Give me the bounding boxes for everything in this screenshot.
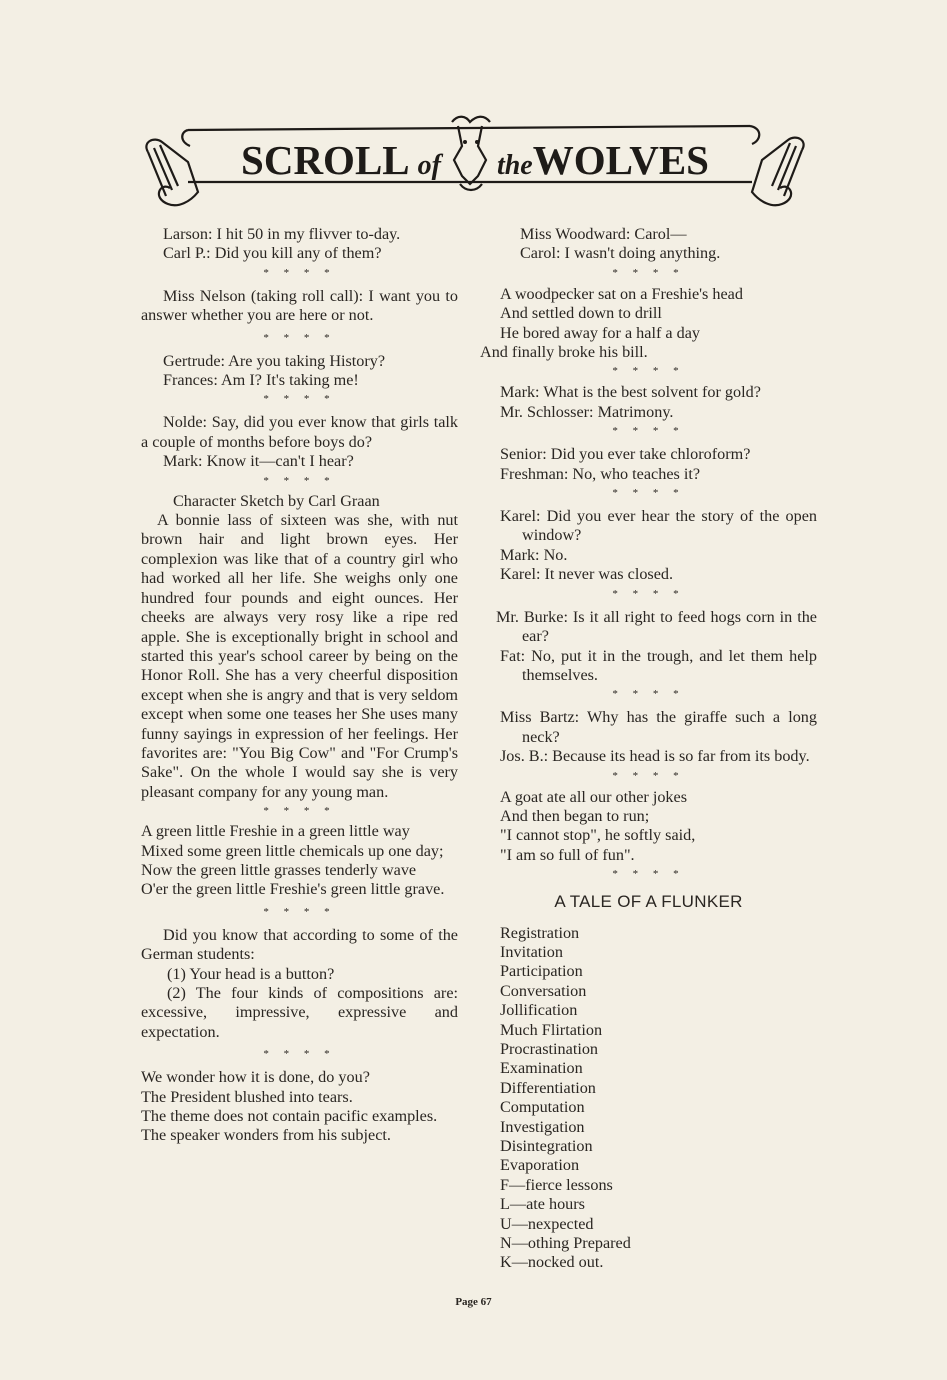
poem-line: And then began to run; — [500, 806, 650, 825]
separator: * * * * — [612, 868, 685, 881]
separator: * * * * — [612, 587, 685, 600]
flunker-list-item: Conversation — [500, 981, 587, 1000]
banner-word-wolves: WOLVES — [532, 137, 709, 183]
joke-text: Karel: It never was closed. — [500, 565, 674, 584]
separator: * * * * — [263, 393, 336, 406]
joke-text: Mark: Know it—can't I hear? — [163, 452, 354, 471]
banner-word-of: of — [417, 150, 441, 181]
joke-text: Freshman: No, who teaches it? — [500, 464, 701, 483]
joke-text: Gertrude: Are you taking History? — [163, 351, 386, 370]
separator: * * * * — [263, 805, 336, 818]
poem-line: A green little Freshie in a green little way — [141, 822, 410, 841]
poem-line: Now the green little grasses tenderly wave — [141, 860, 417, 879]
joke-text: Senior: Did you ever take chloroform? — [500, 445, 751, 464]
flunker-list-item: L—ate hours — [500, 1195, 585, 1214]
joke-text: Mark: What is the best solvent for gold? — [500, 383, 761, 402]
flunker-list-item: Evaporation — [500, 1156, 580, 1175]
separator: * * * * — [263, 474, 336, 487]
joke-text: (1) Your head is a button? — [167, 964, 335, 983]
poem-line: A goat ate all our other jokes — [500, 787, 688, 806]
joke-text: Carol: I wasn't doing anything. — [520, 244, 721, 263]
joke-text: The President blushed into tears. — [141, 1087, 353, 1106]
joke-text: We wonder how it is done, do you? — [141, 1068, 370, 1087]
flunker-list-item: F—fierce lessons — [500, 1175, 613, 1194]
separator: * * * * — [612, 688, 685, 701]
separator: * * * * — [263, 905, 336, 918]
joke-text: Mark: No. — [500, 545, 568, 564]
joke-text: Mr. Burke: Is it all right to feed hogs corn in the ear? — [496, 607, 817, 646]
flunker-list-item: Jollification — [500, 1001, 578, 1020]
flunker-list-item: Participation — [500, 962, 583, 981]
banner-word-the: the — [496, 150, 533, 181]
separator: * * * * — [612, 425, 685, 438]
joke-text: Nolde: Say, did you ever know that girls talk a couple of months before boys do? — [141, 413, 458, 451]
joke-text: The theme does not contain pacific examples. — [141, 1107, 438, 1126]
flunker-list-item: N—othing Prepared — [500, 1234, 631, 1253]
left-column — [141, 225, 458, 1146]
separator: * * * * — [612, 365, 685, 378]
flunker-heading: A TALE OF A FLUNKER — [554, 892, 743, 912]
joke-text: Miss Bartz: Why has the giraffe such a long neck? — [500, 708, 817, 746]
separator: * * * * — [263, 1048, 336, 1061]
flunker-list-item: K—nocked out. — [500, 1253, 604, 1272]
flunker-list-item: Procrastination — [500, 1040, 599, 1058]
character-sketch: A bonnie lass of sixteen was she, with nut brown hair and light brown eyes. Her complexion was like that of a country girl who had worked all her life. She weighs only one hundred four pounds and eight ounces. Her cheeks are always very rosy like a ripe red apple. She is exceptionally bright in school and started this year's school career by being on the Honor Roll. She has a very cheerful disposition except when she is angry and that is very seldom except when some one teases her She uses many funny sayings in expression of her feelings. Her favorites are: "You Big Cow" and "For Crump's Sake". On the whole I would say she is very pleasant company for any young man. — [141, 511, 458, 801]
joke-text: Miss Woodward: Carol— — [520, 225, 687, 243]
poem-line: "I am so full of fun". — [500, 845, 635, 864]
flunker-list — [480, 924, 817, 1273]
flunker-list-item: Investigation — [500, 1117, 585, 1136]
poem-line: He bored away for a half a day — [500, 323, 700, 342]
joke-text: Fat: No, put it in the trough, and let them help themselves. — [500, 646, 817, 684]
joke-text: Miss Nelson (taking roll call): I want you to answer whether you are here or not. — [141, 286, 458, 325]
joke-text: Karel: Did you ever hear the story of the open window? — [500, 507, 817, 545]
poem-line: Mixed some green little chemicals up one day; — [141, 841, 444, 860]
page-number: Page 67 — [455, 1296, 492, 1308]
separator: * * * * — [612, 266, 685, 279]
flunker-list-item: U—nexpected — [500, 1214, 594, 1233]
joke-text: Jos. B.: Because its head is so far from its body. — [500, 747, 810, 766]
banner-word-scroll: SCROLL — [241, 137, 408, 183]
joke-text: Mr. Schlosser: Matrimony. — [500, 402, 674, 421]
poem-line: And finally broke his bill. — [480, 343, 648, 362]
flunker-list-item: Computation — [500, 1098, 585, 1117]
separator: * * * * — [263, 331, 336, 344]
flunker-list-item: Registration — [500, 923, 580, 942]
flunker-list-item: Differentiation — [500, 1078, 596, 1097]
poem-line: O'er the green little Freshie's green little grave. — [141, 880, 445, 899]
separator: * * * * — [612, 487, 685, 500]
right-column — [480, 225, 817, 1273]
flunker-list-item: Invitation — [500, 942, 563, 961]
poem-line: "I cannot stop", he softly said, — [500, 826, 696, 845]
poem-line: And settled down to drill — [500, 304, 662, 323]
scroll-banner — [140, 112, 810, 217]
poem-line: A woodpecker sat on a Freshie's head — [500, 284, 743, 303]
flunker-list-item: Disintegration — [500, 1137, 593, 1156]
joke-text: The speaker wonders from his subject. — [141, 1126, 391, 1145]
joke-text: (2) The four kinds of compositions are: excessive, impressive, expressive and expectation. — [141, 984, 458, 1041]
joke-text: Larson: I hit 50 in my flivver to-day. — [163, 225, 401, 243]
sketch-title: Character Sketch by Carl Graan — [173, 491, 380, 510]
flunker-list-item: Examination — [500, 1059, 583, 1078]
joke-text: Did you know that according to some of the German students: — [141, 925, 458, 964]
banner-title — [140, 136, 810, 184]
joke-text: Frances: Am I? It's taking me! — [163, 371, 359, 390]
separator: * * * * — [612, 769, 685, 782]
flunker-list-item: Much Flirtation — [500, 1020, 603, 1039]
separator: * * * * — [263, 266, 336, 279]
joke-text: Carl P.: Did you kill any of them? — [163, 244, 382, 263]
